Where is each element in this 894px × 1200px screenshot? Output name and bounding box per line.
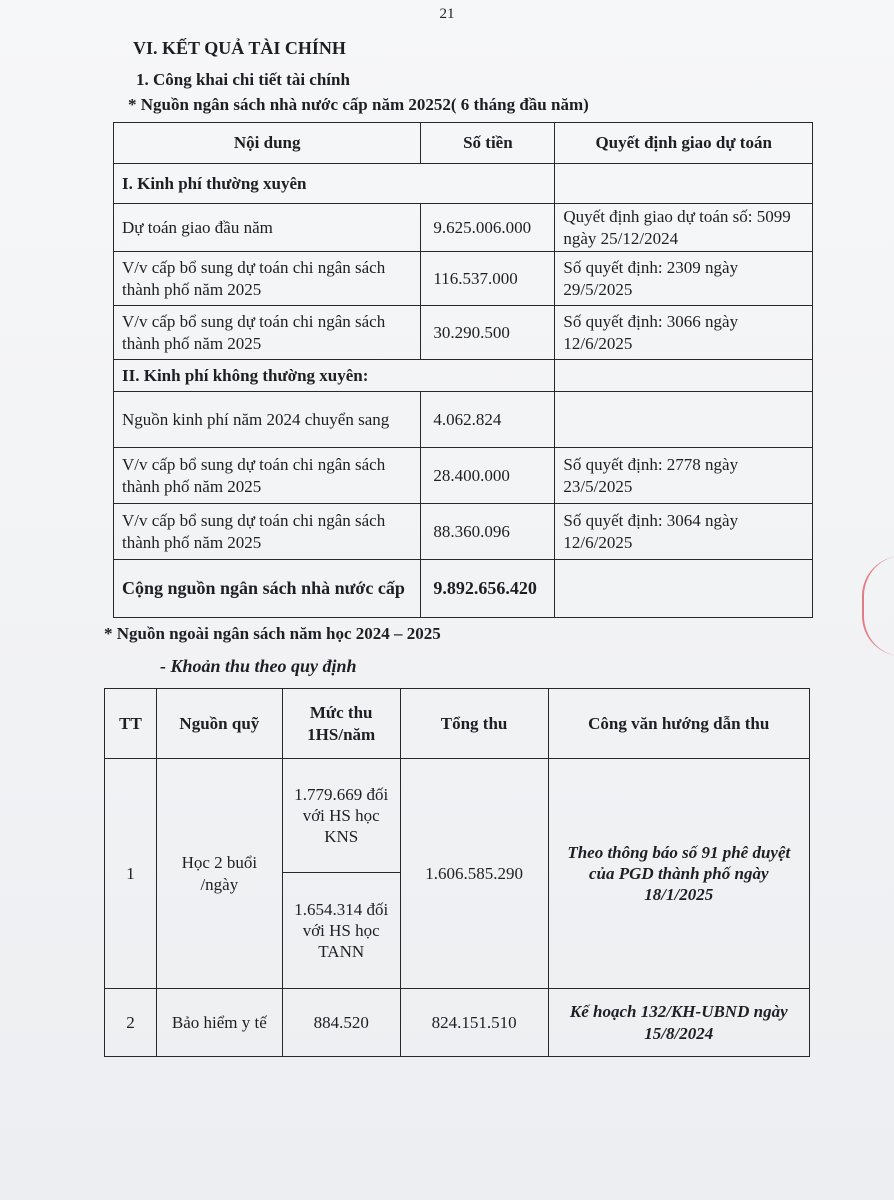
row-amount: 9.625.006.000	[421, 204, 555, 252]
row-fund: Bảo hiểm y tế	[156, 989, 282, 1057]
row-decision: Số quyết định: 2309 ngày 29/5/2025	[555, 252, 813, 306]
row-amount: 88.360.096	[421, 504, 555, 560]
header-content: Nội dung	[114, 123, 421, 164]
header-fund: Nguồn quỹ	[156, 689, 282, 759]
page-number: 21	[439, 6, 455, 22]
header-amount: Số tiền	[421, 123, 555, 164]
row-decision: Số quyết định: 3066 ngày 12/6/2025	[555, 306, 813, 360]
header-rate: Mức thu 1HS/năm	[282, 689, 400, 759]
row-decision: Số quyết định: 3064 ngày 12/6/2025	[555, 504, 813, 560]
row-guide: Theo thông báo số 91 phê duyệt của PGD thành phố ngày 18/1/2025	[548, 759, 809, 989]
empty-cell	[555, 164, 813, 204]
header-decision: Quyết định giao dự toán	[555, 123, 813, 164]
table-row	[114, 392, 813, 448]
section-title: VI. KẾT QUẢ TÀI CHÍNH	[133, 38, 346, 58]
row-tt: 1	[105, 759, 157, 989]
row-decision	[555, 392, 813, 448]
non-budget-heading: * Nguồn ngoài ngân sách năm học 2024 – 2025	[104, 624, 441, 643]
table-header-row	[114, 123, 813, 164]
row-content: Nguồn kinh phí năm 2024 chuyển sang	[114, 392, 421, 448]
row-amount: 116.537.000	[421, 252, 555, 306]
group-row	[114, 360, 813, 392]
empty-cell	[555, 560, 813, 618]
fee-heading: - Khoản thu theo quy định	[160, 656, 357, 676]
row-rate: 1.654.314 đối với HS học TANN	[282, 873, 400, 989]
total-label: Cộng nguồn ngân sách nhà nước cấp	[114, 560, 421, 618]
fee-table	[104, 688, 810, 1057]
total-amount: 9.892.656.420	[421, 560, 555, 618]
row-guide: Kế hoạch 132/KH-UBND ngày 15/8/2024	[548, 989, 809, 1057]
table-row	[114, 448, 813, 504]
group-row	[114, 164, 813, 204]
empty-cell	[555, 360, 813, 392]
header-tt: TT	[105, 689, 157, 759]
row-amount: 30.290.500	[421, 306, 555, 360]
row-rate: 884.520	[282, 989, 400, 1057]
group-title: I. Kinh phí thường xuyên	[114, 164, 555, 204]
row-rate: 1.779.669 đối với HS học KNS	[282, 759, 400, 873]
row-decision: Quyết định giao dự toán số: 5099 ngày 25/12/2024	[555, 204, 813, 252]
header-total: Tổng thu	[400, 689, 548, 759]
table-row	[114, 504, 813, 560]
state-budget-heading: * Nguồn ngân sách nhà nước cấp năm 20252( 6 tháng đầu năm)	[128, 95, 589, 114]
subsection-title: 1. Công khai chi tiết tài chính	[136, 70, 350, 89]
row-content: V/v cấp bổ sung dự toán chi ngân sách thành phố năm 2025	[114, 504, 421, 560]
red-stamp-mark	[862, 556, 894, 656]
header-guide: Công văn hướng dẫn thu	[548, 689, 809, 759]
row-fund: Học 2 buổi /ngày	[156, 759, 282, 989]
total-row	[114, 560, 813, 618]
row-total: 824.151.510	[400, 989, 548, 1057]
table-row	[114, 252, 813, 306]
group-title: II. Kinh phí không thường xuyên:	[114, 360, 555, 392]
row-content: V/v cấp bổ sung dự toán chi ngân sách thành phố năm 2025	[114, 252, 421, 306]
row-content: V/v cấp bổ sung dự toán chi ngân sách thành phố năm 2025	[114, 448, 421, 504]
table-row	[114, 306, 813, 360]
row-amount: 4.062.824	[421, 392, 555, 448]
row-decision: Số quyết định: 2778 ngày 23/5/2025	[555, 448, 813, 504]
row-content: Dự toán giao đầu năm	[114, 204, 421, 252]
table-row	[105, 759, 810, 873]
state-budget-table	[113, 122, 813, 618]
table-row	[114, 204, 813, 252]
table-row	[105, 989, 810, 1057]
row-total: 1.606.585.290	[400, 759, 548, 989]
row-content: V/v cấp bổ sung dự toán chi ngân sách thành phố năm 2025	[114, 306, 421, 360]
table-header-row	[105, 689, 810, 759]
row-amount: 28.400.000	[421, 448, 555, 504]
row-tt: 2	[105, 989, 157, 1057]
